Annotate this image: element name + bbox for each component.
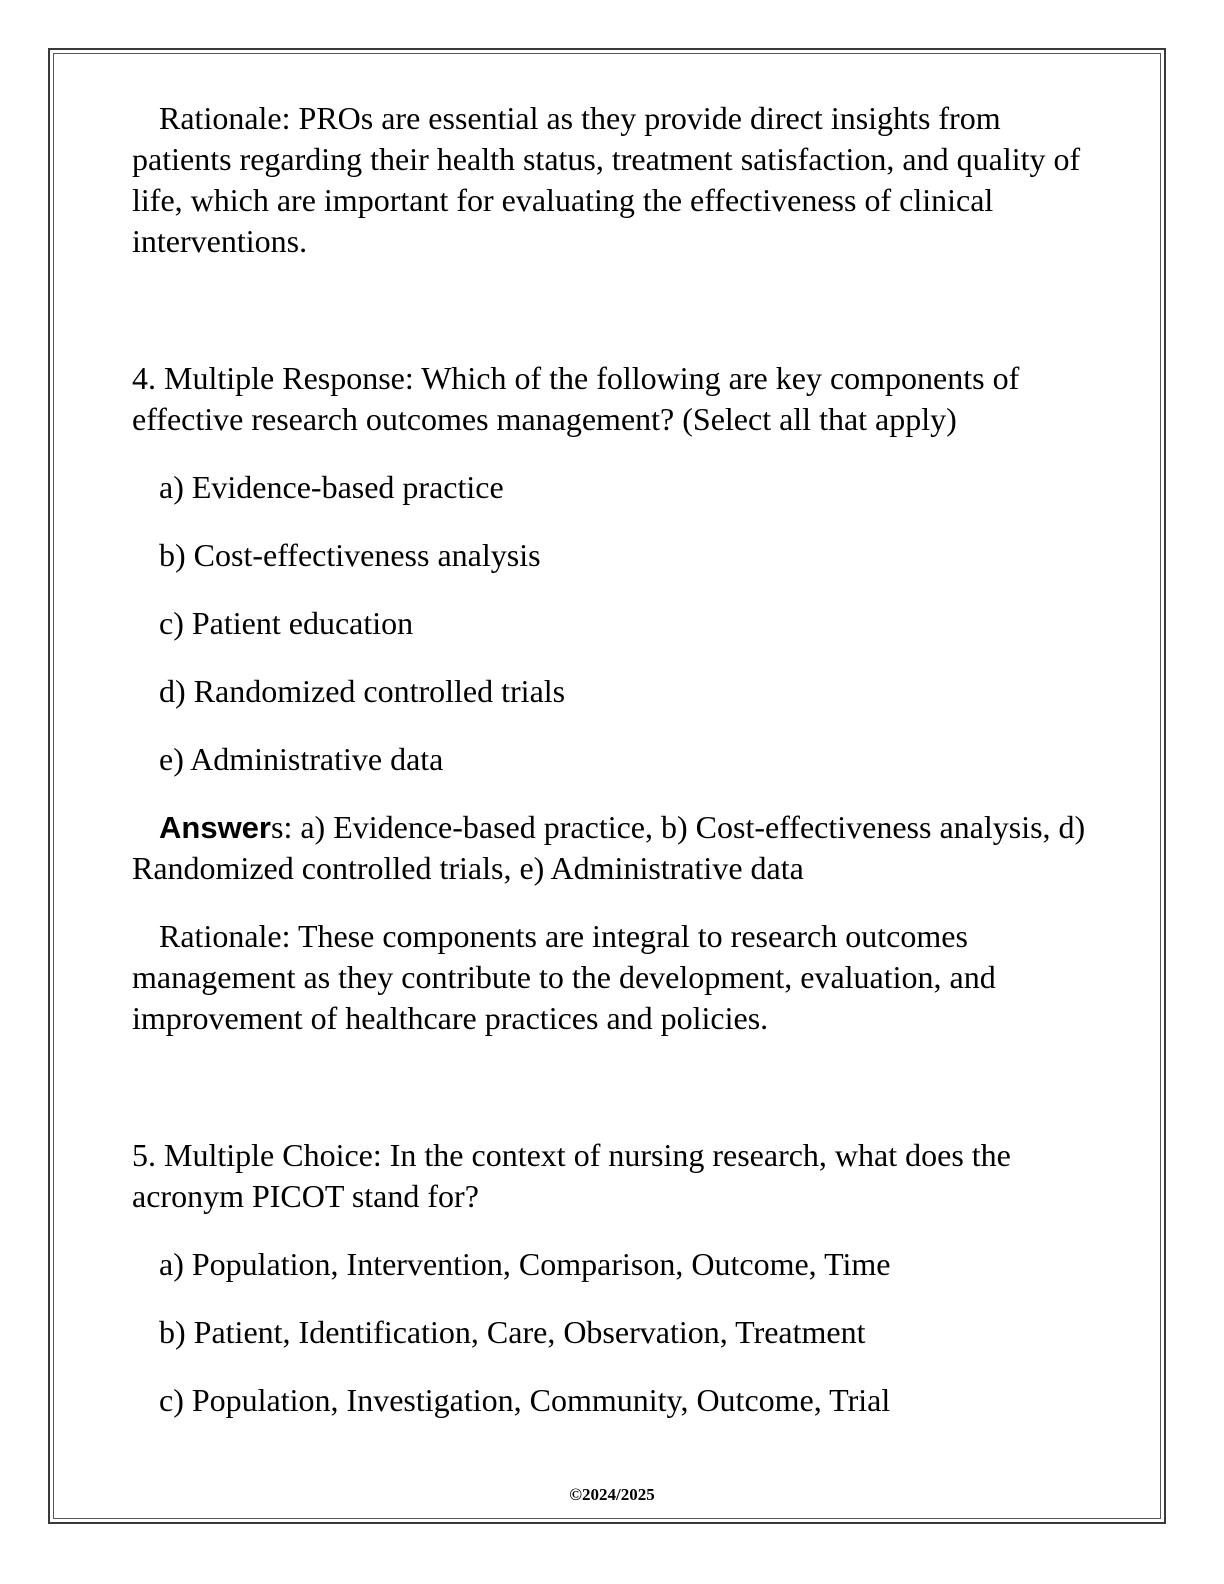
question-4-answer [132, 807, 1092, 889]
question-5-option-a: a) Population, Intervention, Comparison, Outcome, Time [159, 1246, 891, 1282]
question-4-option-b: b) Cost-effectiveness analysis [159, 537, 541, 573]
copyright-footer: ©2024/2025 [569, 1485, 655, 1504]
document-body [132, 98, 1092, 1448]
question-4-rationale: Rationale: These components are integral to research outcomes management as they contribute to the development, evaluation, and improvement of healthcare practices and policies. [132, 918, 996, 1036]
question-5-option-b: b) Patient, Identification, Care, Observation, Treatment [159, 1314, 866, 1350]
question-4-stem: 4. Multiple Response: Which of the following are key components of effective research outcomes management? (Select all that apply) [132, 360, 1020, 437]
question-5-option-c: c) Population, Investigation, Community, Outcome, Trial [159, 1382, 891, 1418]
rationale-question-3: Rationale: PROs are essential as they provide direct insights from patients regarding their health status, treatment satisfaction, and quality of life, which are important for evaluating the effectiveness of clinical interventions. [132, 100, 1081, 259]
question-4-option-a: a) Evidence-based practice [159, 469, 504, 505]
question-4-option-e: e) Administrative data [159, 741, 444, 777]
question-5-stem: 5. Multiple Choice: In the context of nursing research, what does the acronym PICOT stand for? [132, 1137, 1011, 1214]
answer-text: s: a) Evidence-based practice, b) Cost-effectiveness analysis, d) Randomized controlled trials, e) Administrative data [132, 809, 1086, 886]
question-4-option-c: c) Patient education [159, 605, 414, 641]
answer-label: Answer [159, 810, 271, 845]
question-4-option-d: d) Randomized controlled trials [159, 673, 566, 709]
